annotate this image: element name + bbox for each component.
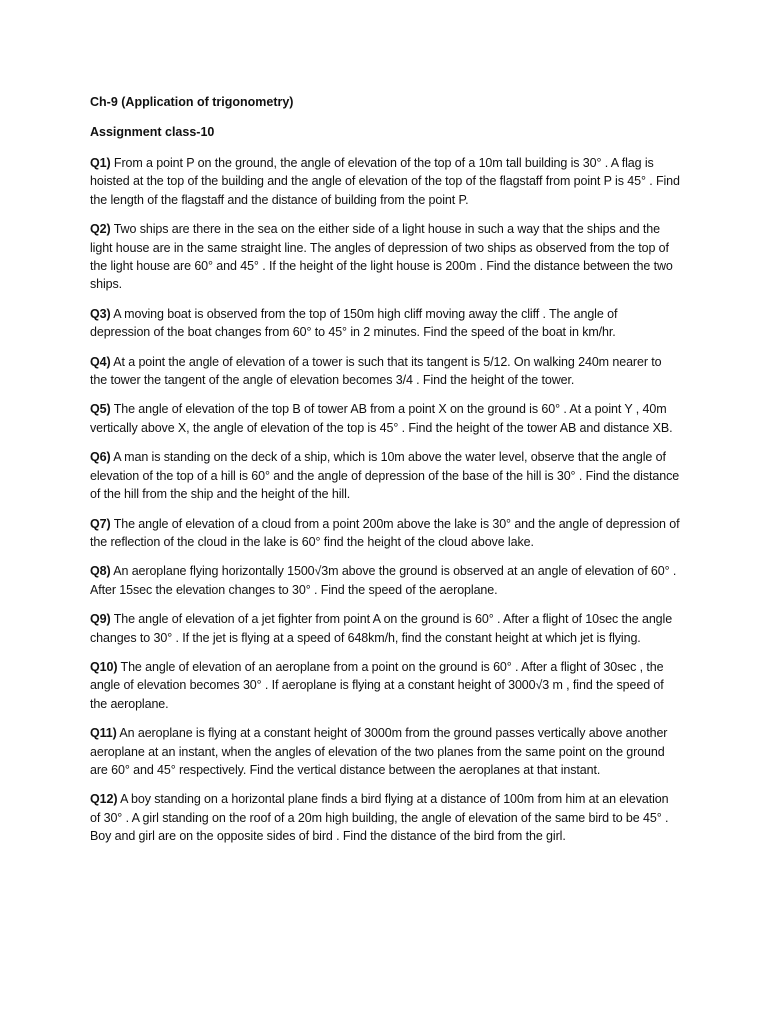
question-11 [90, 724, 680, 779]
question-label: Q5) [90, 402, 111, 417]
chapter-title: Ch-9 (Application of trigonometry) [90, 95, 294, 109]
question-text: An aeroplane is flying at a constant height of 3000m from the ground passes vertically above another aeroplane at an instant, when the angles of elevation of the two planes from the same point on the ground are 60° and 45° respectively. Find the vertical distance between the aeroplanes at that instant. [90, 726, 668, 777]
question-9 [90, 610, 680, 647]
question-8 [90, 562, 680, 599]
question-label: Q3) [90, 306, 111, 321]
question-label: Q6) [90, 450, 111, 465]
assignment-title: Assignment class-10 [90, 125, 215, 139]
question-12 [90, 790, 680, 845]
question-label: Q12) [90, 792, 118, 807]
question-text: An aeroplane flying horizontally 1500√3m above the ground is observed at an angle of elevation of 60° . After 15sec the elevation changes to 30° . Find the speed of the aeroplane. [90, 564, 677, 597]
question-7 [90, 515, 680, 552]
question-3 [90, 305, 680, 342]
question-6 [90, 448, 680, 503]
question-text: The angle of elevation of an aeroplane from a point on the ground is 60° . After a flight of 30sec , the angle of elevation becomes 30° . If aeroplane is flying at a constant height of 3000√3 m , find the speed of the aeroplane. [90, 659, 664, 711]
question-5 [90, 400, 680, 437]
question-label: Q2) [90, 222, 111, 237]
question-text: The angle of elevation of the top B of tower AB from a point X on the ground is 60° . At a point Y , 40m vertically above X, the angle of elevation of the top is 45° . Find the height of the tower AB and distance XB. [90, 402, 673, 435]
question-label: Q11) [90, 726, 117, 741]
question-1 [90, 154, 680, 209]
question-text: The angle of elevation of a jet fighter from point A on the ground is 60° . After a flight of 10sec the angle changes to 30° . If the jet is flying at a speed of 648km/h, find the constant height at which jet is flying. [90, 612, 673, 645]
question-label: Q9) [90, 612, 111, 627]
question-text: A man is standing on the deck of a ship, which is 10m above the water level, observe that the angle of elevation of the top of a hill is 60° and the angle of depression of the base of the hill is 30° . Find the distance of the hill from the ship and the height of the hill. [90, 450, 680, 502]
question-text: A moving boat is observed from the top of 150m high cliff moving away the cliff . The angle of depression of the boat changes from 60° to 45° in 2 minutes. Find the speed of the boat in km/hr. [90, 306, 618, 340]
question-10 [90, 658, 680, 713]
question-2 [90, 220, 680, 294]
question-text: The angle of elevation of a cloud from a point 200m above the lake is 30° and the angle of depression of the reflection of the cloud in the lake is 60° find the height of the cloud above lake. [90, 516, 680, 549]
question-text: At a point the angle of elevation of a tower is such that its tangent is 5/12. On walking 240m nearer to the tower the tangent of the angle of elevation becomes 3/4 . Find the height of the tower. [90, 354, 662, 388]
question-4 [90, 353, 680, 390]
question-label: Q8) [90, 564, 111, 579]
question-text: Two ships are there in the sea on the either side of a light house in such a way that the ships and the light house are in the same straight line. The angles of depression of two ships as observed from the top of the light house are 60° and 45° . If the height of the light house is 200m . Find the distance between the two ships. [90, 222, 673, 292]
question-label: Q4) [90, 354, 111, 369]
question-text: From a point P on the ground, the angle of elevation of the top of a 10m tall building is 30° . A flag is hoisted at the top of the building and the angle of elevation of the top of the flagstaff from point P is 45° . Find the length of the flagstaff and the distance of building from the point P. [90, 156, 680, 207]
question-label: Q1) [90, 156, 111, 170]
question-label: Q10) [90, 659, 118, 674]
question-label: Q7) [90, 516, 111, 531]
document-page [90, 94, 680, 857]
question-text: A boy standing on a horizontal plane finds a bird flying at a distance of 100m from him at an elevation of 30° . A girl standing on the roof of a 20m high building, the angle of elevation of the same bird to be 45° . Boy and girl are on the opposite sides of bird . Find the distance of the bird from the girl. [90, 792, 669, 844]
